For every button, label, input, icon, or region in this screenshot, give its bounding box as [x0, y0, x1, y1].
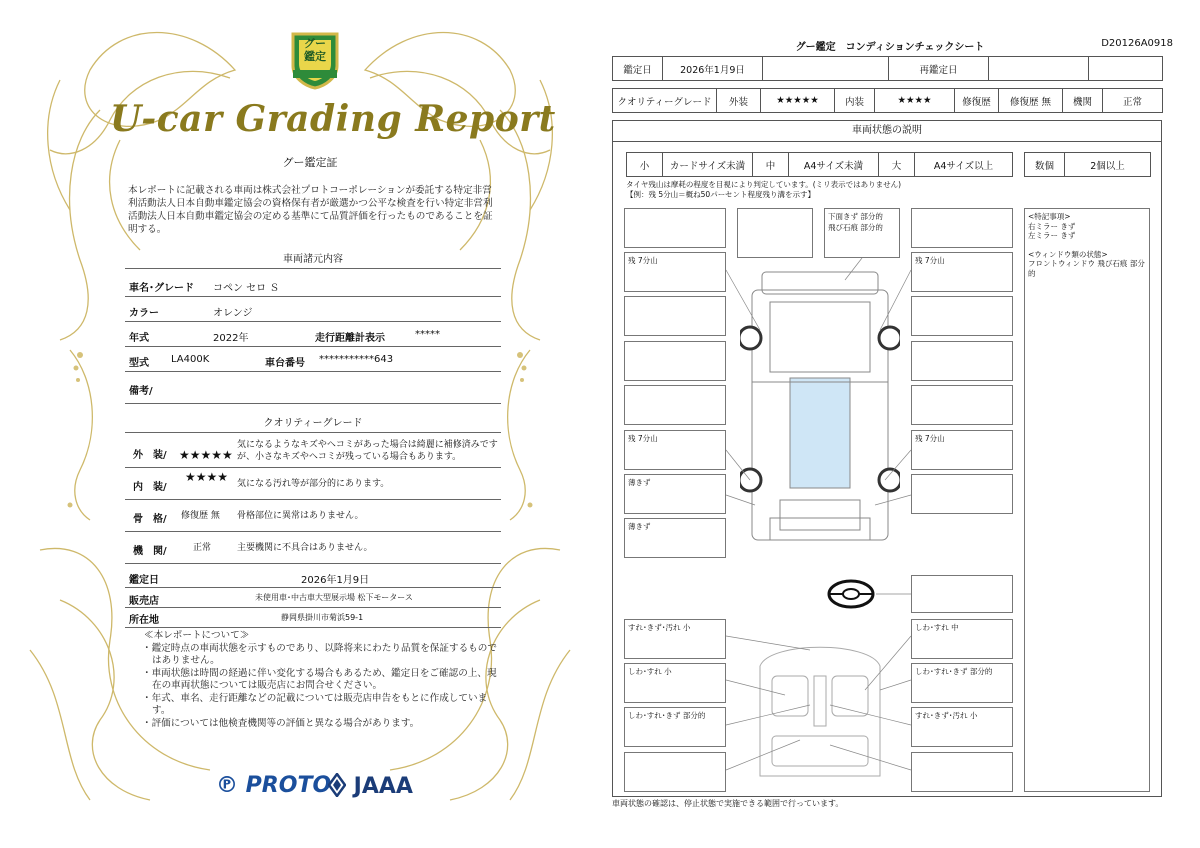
spec-row-year: [125, 322, 501, 347]
size-small-desc: カードサイズ未満: [663, 153, 753, 177]
size-small-label: 小: [627, 153, 663, 177]
damage-box: [624, 752, 726, 792]
year-label: 年式: [129, 333, 149, 344]
damage-box: [624, 296, 726, 336]
remark-line: [1028, 241, 1146, 250]
damage-box-left-2: 薄きず: [624, 518, 726, 558]
badge-text: グー 鑑定: [304, 37, 326, 63]
engine-value: 正常: [1103, 89, 1163, 113]
count-value: 2個以上: [1065, 153, 1151, 177]
certificate-heading: グー鑑定証: [282, 156, 338, 169]
note-item: ・評価については他検査機関等の評価と異なる場合があります。: [142, 717, 420, 729]
document-number: D20126A0918: [1101, 38, 1173, 49]
remarks-label: 備考/: [129, 386, 153, 397]
sheet-title: グー鑑定 コンディションチェックシート: [795, 42, 985, 53]
chassis-label: 車台番号: [265, 358, 305, 369]
count-label: 数個: [1025, 153, 1065, 177]
dealer-label: 販売店: [129, 596, 159, 607]
tire-note-line: 【例：残 5分山＝概ね50パーセント程度残り溝を示す】: [626, 190, 816, 199]
address-label: 所在地: [129, 615, 159, 626]
size-large-desc: A4サイズ以上: [915, 153, 1013, 177]
interior-stars: ★★★★: [875, 89, 955, 113]
spec-row-name: [125, 272, 501, 297]
damage-box-left-1: 薄きず: [624, 474, 726, 514]
frame-value: 修復歴 無: [181, 511, 220, 521]
report-title: U-car Grading Report: [110, 98, 556, 140]
spec-row-remarks: [125, 374, 501, 404]
date-table: [612, 56, 1163, 81]
exterior-stars: ★★★★★: [761, 89, 835, 113]
notes-title: ≪本レポートについて≫: [144, 630, 250, 641]
damage-box: [624, 341, 726, 381]
damage-box: [911, 296, 1013, 336]
jaaa-mark-icon: [328, 773, 346, 797]
exterior-label: 外装: [717, 89, 761, 113]
proto-logo: [216, 773, 331, 798]
odo-value: *****: [415, 329, 440, 340]
frame-label: 骨 格/: [133, 514, 167, 525]
info-row-address: [125, 608, 501, 628]
tire-note-line: タイヤ残山は摩耗の程度を目視により判定しています。(ミリ表示ではありません): [626, 180, 902, 189]
remark-line: 左ミラー きず: [1028, 231, 1076, 240]
tire-box-right-rear: 残 7分山: [911, 430, 1013, 470]
grade-section-title: クオリティーグレード: [263, 418, 363, 429]
damage-box: [911, 474, 1013, 514]
note-item: ・鑑定時点の車両状態を示すものであり、以降将来にわたり品質を保証するものではありません。: [142, 642, 497, 666]
size-legend: [626, 152, 1013, 177]
engine-value: 正常: [193, 543, 212, 553]
car-exterior-diagram-icon: [740, 262, 900, 552]
car-interior-diagram-icon: [750, 636, 890, 786]
jaaa-logo-text: JAAA: [353, 774, 413, 799]
odo-label: 走行距離計表示: [315, 333, 385, 344]
damage-box: [911, 752, 1013, 792]
spec-divider: [125, 268, 501, 269]
spec-row-color: [125, 297, 501, 322]
steering-wheel-icon: [826, 578, 876, 610]
engine-desc: 主要機関に不具合はありません。: [237, 543, 373, 553]
size-large-label: 大: [879, 153, 915, 177]
interior-desc: 気になる汚れ等が部分的にあります。: [237, 479, 390, 489]
interior-label: 内装: [835, 89, 875, 113]
repair-value: 修復歴 無: [999, 89, 1063, 113]
model-value: LA400K: [171, 354, 210, 365]
engine-label: 機関: [1063, 89, 1103, 113]
spec-section-title: 車両諸元内容: [283, 254, 343, 265]
grade-table: [612, 88, 1163, 113]
remark-line: 右ミラー きず: [1028, 221, 1076, 231]
note-item: ・車両状態は時間の経過に伴い変化する場合もあるため、鑑定日をご確認の上、現在の車両状態については販売店にお問合せください。: [142, 667, 497, 691]
condition-check-sheet: [600, 0, 1200, 848]
size-mid-label: 中: [753, 153, 789, 177]
blank-cell: [1089, 57, 1163, 81]
tire-note: [626, 180, 1006, 200]
model-label: 型式: [129, 358, 149, 369]
exterior-label: 外 装/: [133, 450, 167, 461]
damage-box: [624, 208, 726, 248]
exterior-stars: ★★★★★: [179, 448, 233, 462]
report-notes: [140, 630, 500, 730]
damage-box: [911, 208, 1013, 248]
repair-label: 修復歴: [955, 89, 999, 113]
remark-line: <特記事項>: [1028, 212, 1071, 221]
remark-line: フロントウィンドウ 飛び石痕 部分的: [1028, 259, 1145, 278]
grade-row-frame: [125, 500, 501, 532]
interior-box-right-3: すれ･きず･汚れ 小: [911, 707, 1013, 747]
name-value: コペン セロ Ｓ: [213, 283, 280, 294]
damage-box-top-center: 下面きず 部分的 飛び石痕 部分的: [824, 208, 900, 258]
address-value: 静岡県掛川市菊浜59-1: [281, 613, 364, 622]
panel-title: 車両状態の説明: [612, 120, 1162, 142]
certificate-intro: 本レポートに記載される車両は株式会社プロトコーポレーションが委託する特定非営利活動法人日本自動車鑑定協会の資格保有者が厳選かつ公平な検査を行い特定非営利活動法人日本自動車鑑定協会の定める基準にて品質評価を行ったものであることを証明する。: [128, 185, 493, 235]
proto-logo-text: PROTO: [245, 773, 332, 798]
date-value: 2026年1月9日: [663, 57, 763, 81]
date-value: 2026年1月9日: [301, 575, 370, 586]
spec-row-model: [125, 347, 501, 372]
footer-note: 車両状態の確認は、停止状態で実施できる範囲で行っています。: [612, 799, 844, 808]
damage-box: [624, 385, 726, 425]
interior-box-right-1: しわ･すれ 中: [911, 619, 1013, 659]
name-label: 車名･グレード: [129, 283, 194, 294]
jaaa-logo: [328, 773, 413, 799]
frame-desc: 骨格部位に異常はありません。: [237, 511, 364, 521]
interior-box-left-2: しわ･すれ 小: [624, 663, 726, 703]
blank-cell: [763, 57, 889, 81]
grade-row-engine: [125, 532, 501, 564]
count-legend: [1024, 152, 1151, 177]
info-row-date: [125, 566, 501, 588]
interior-stars: ★★★★: [185, 470, 229, 484]
reinspect-value: [989, 57, 1089, 81]
interior-box-right-2: しわ･すれ･きず 部分的: [911, 663, 1013, 703]
note-item: ・年式、車名、走行距離などの記載については販売店申告をもとに作成しています。: [142, 692, 488, 716]
grade-divider: [125, 432, 501, 433]
interior-label: 内 装/: [133, 482, 167, 493]
interior-box-left-3: しわ･すれ･きず 部分的: [624, 707, 726, 747]
special-remarks-box: [1024, 208, 1150, 792]
damage-box: [737, 208, 813, 258]
proto-mark-icon: ℗: [216, 773, 238, 798]
year-value: 2022年: [213, 333, 249, 344]
quality-grade-label: クオリティーグレード: [613, 89, 717, 113]
size-mid-desc: A4サイズ未満: [789, 153, 879, 177]
info-row-dealer: [125, 588, 501, 608]
exterior-desc: 気になるようなキズやヘコミがあった場合は綺麗に補修済みですが、小さなキズやヘコミが残っている場合もあります。: [237, 440, 498, 462]
interior-box-left-1: すれ･きず･汚れ 小: [624, 619, 726, 659]
color-value: オレンジ: [213, 308, 253, 319]
damage-box: [911, 575, 1013, 613]
remark-line: <ウィンドウ類の状態>: [1028, 249, 1108, 259]
grade-row-exterior: [125, 436, 501, 468]
damage-box: [911, 385, 1013, 425]
date-label: 鑑定日: [613, 57, 663, 81]
damage-box: [911, 341, 1013, 381]
date-label: 鑑定日: [129, 575, 159, 586]
tire-box-left-rear: 残 7分山: [624, 430, 726, 470]
engine-label: 機 関/: [133, 546, 167, 557]
reinspect-label: 再鑑定日: [889, 57, 989, 81]
tire-box-right-front: 残 7分山: [911, 252, 1013, 292]
dealer-value: 未使用車･中古車大型展示場 松下モータース: [255, 593, 413, 602]
tire-box-left-front: 残 7分山: [624, 252, 726, 292]
chassis-value: ***********643: [319, 354, 394, 365]
grade-row-interior: [125, 468, 501, 500]
color-label: カラー: [129, 308, 159, 319]
